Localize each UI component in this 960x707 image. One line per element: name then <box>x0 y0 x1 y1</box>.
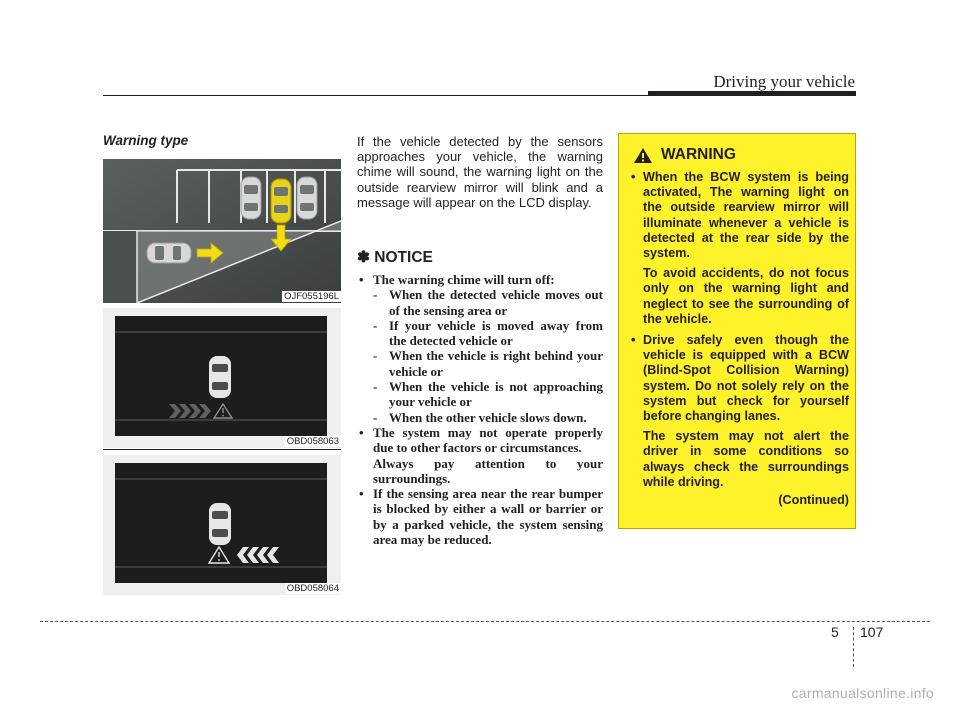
notice-title: ✽ NOTICE <box>357 249 433 266</box>
warning-box <box>618 133 856 529</box>
page-number: 107 <box>860 624 884 640</box>
continued-label: (Continued) <box>778 493 849 508</box>
warning-item-2: • Drive safely even though the vehicle is equipped with a BCW (Blind-Spot Collision Warning) system. Do not solely rely on the system but check for yourself before changing lanes. <box>631 333 849 424</box>
figure-parking-lot <box>103 159 341 303</box>
section-title: Driving your vehicle <box>713 72 855 91</box>
header-rule <box>103 95 856 96</box>
notice-item-2: • The system may not operate properly due to other factors or circumstances. Always pay attention to your surroundings. <box>359 424 603 486</box>
intro-paragraph: If the vehicle detected by the sensors approaches your vehicle, the warning chime will sound, the warning light on the outside rearview mirror will blink and a message will appear on the LCD display. <box>357 134 603 210</box>
figure-divider <box>103 449 341 450</box>
car-icon <box>209 356 231 398</box>
parked-car-1 <box>241 177 261 219</box>
notice-sub-item: - When the other vehicle slows down. <box>373 409 587 425</box>
approaching-car <box>147 243 191 263</box>
watermark-text: carmanualsonline.info <box>791 685 934 701</box>
car-icon <box>209 503 231 545</box>
page-number-divider <box>853 627 854 667</box>
notice-sub-item: - When the detected vehicle moves out of the sensing area or <box>373 287 603 318</box>
notice-sub-item: - When the vehicle is right behind your vehicle or <box>373 348 603 379</box>
notice-item-1: • The warning chime will turn off: <box>359 272 555 287</box>
warning-type-heading: Warning type <box>103 133 189 148</box>
notice-item-1-lead: The warning chime will turn off: <box>373 272 555 287</box>
warning-header <box>633 146 736 164</box>
figure-code-2: OBD058063 <box>286 436 339 447</box>
warning-body <box>629 170 849 508</box>
notice-item-3: • If the sensing area near the rear bumper is blocked by either a wall or barrier or by a parked vehicle, the system sensing area may be reduced. <box>359 486 603 548</box>
warning-triangle-icon <box>633 147 653 164</box>
page-section-number: 5 <box>831 624 839 640</box>
lcd-display-illustration-2 <box>103 455 341 595</box>
warning-label: WARNING <box>661 146 736 163</box>
notice-sub-item: - When the vehicle is not approaching your vehicle or <box>373 379 603 410</box>
warning-item-1: • When the BCW system is being activated, The warning light on the outside rearview mirror will illuminate whenever a vehicle is detected at the rear side by the system. <box>631 170 849 261</box>
own-car <box>271 179 291 223</box>
notice-sub-item: - If your vehicle is moved away from the detected vehicle or <box>373 317 603 349</box>
warning-item-2-para: The system may not alert the driver in some conditions so always check the surroundings while driving. <box>643 429 849 489</box>
figure-code-3: OBD058064 <box>286 583 339 594</box>
footer-rule <box>40 621 930 622</box>
figure-code-1: OJF055196L <box>284 291 339 302</box>
notice-list <box>357 272 603 547</box>
figure-lcd-display-1 <box>103 308 341 448</box>
warning-item-1-para: To avoid accidents, do not focus only on the warning light and neglect to see the surrounding of the vehicle. <box>643 266 849 326</box>
parking-lot-illustration <box>103 159 341 303</box>
parked-car-2 <box>297 177 317 219</box>
figure-lcd-display-2 <box>103 455 341 595</box>
notice-item-2-followup: Always pay attention to your surroundings. <box>373 455 603 486</box>
lcd-display-illustration-1 <box>103 308 341 448</box>
